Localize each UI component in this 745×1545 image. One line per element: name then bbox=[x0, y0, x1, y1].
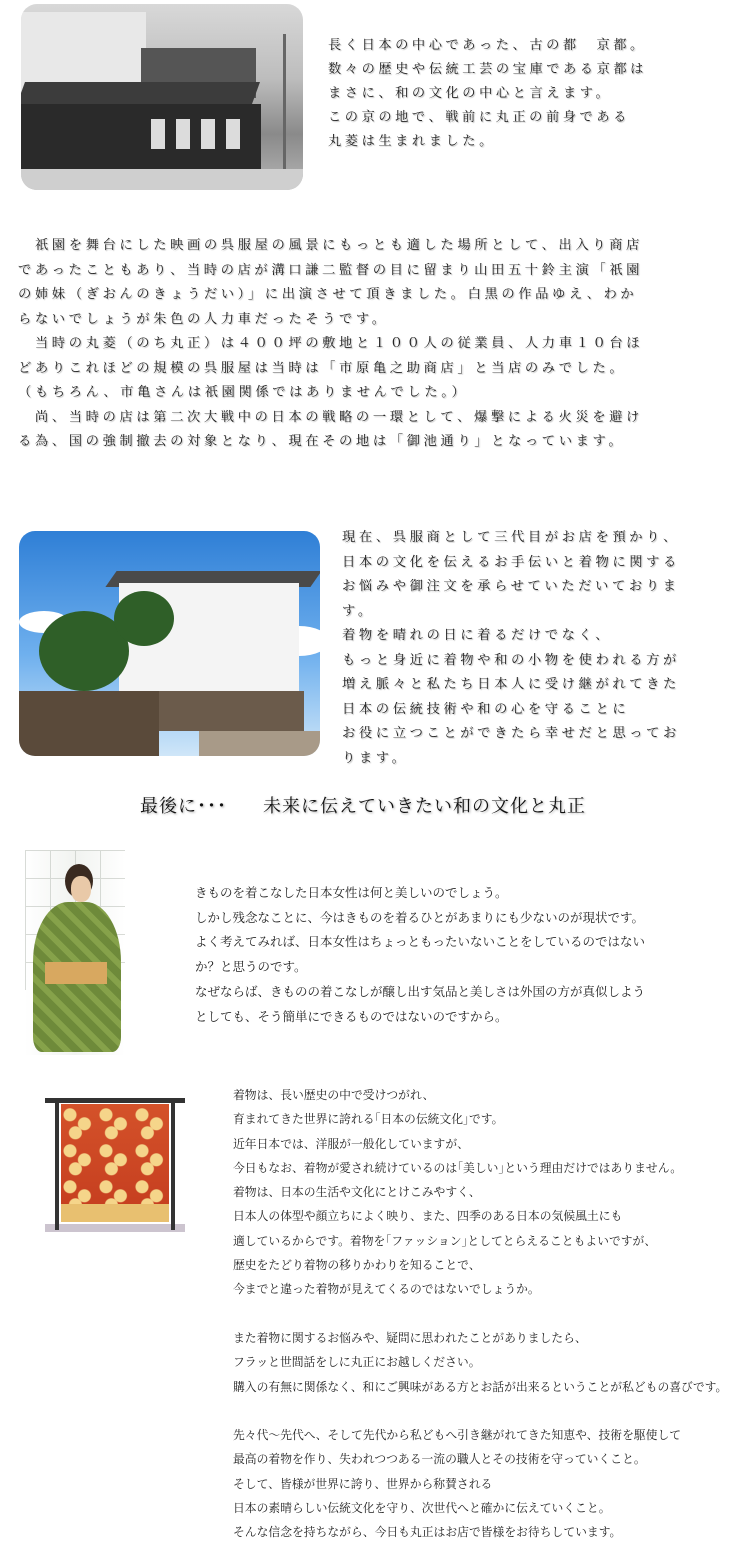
history-line: 当時の丸菱（のち丸正）は４００坪の敷地と１００人の従業員、人力車１０台ほ bbox=[18, 336, 644, 351]
intro-line: まさに、和の文化の中心と言えます。 bbox=[328, 86, 613, 101]
present-line: 日本の文化を伝えるお手伝いと着物に関する bbox=[342, 554, 680, 570]
intro-line: 長く日本の中心であった、古の都 京都。 bbox=[328, 38, 647, 53]
kimono-line: そんな信念を持ちながら、今日も丸正はお店で皆様をお待ちしています。 bbox=[233, 1525, 622, 1540]
history-line: らないでしょうが朱色の人力車だったそうです。 bbox=[18, 311, 389, 327]
kimono-line: 歴史をたどり着物の移りかわりを知ることで、 bbox=[233, 1258, 481, 1273]
history-line: であったこともあり、当時の店が溝口謙二監督の目に留まり山田五十鈴主演「祇園 bbox=[18, 262, 644, 278]
intro-line: 丸菱は生まれました。 bbox=[328, 134, 496, 149]
kimono-display-photo bbox=[45, 1092, 185, 1232]
present-line: 現在、呉服商として三代目がお店を預かり、 bbox=[342, 530, 680, 545]
history-line: （もちろん、市亀さんは祇園関係ではありませんでした。） bbox=[18, 385, 469, 400]
history-line: どありこれほどの規模の呉服屋は当時は「市原亀之助商店」と当店のみでした。 bbox=[18, 360, 627, 376]
present-line: す。 bbox=[342, 603, 375, 619]
kimono-line: 今日もなお、着物が愛され続けているのは｢美しい｣という理由だけではありません。 bbox=[233, 1160, 682, 1175]
beauty-line: なぜならば、きものの着こなしが醸し出す気品と美しさは外国の方が真似しよう bbox=[195, 983, 646, 999]
kimono-line: そして、皆様が世界に誇り、世界から称賛される bbox=[233, 1476, 493, 1491]
beauty-line: か？と思うのです。 bbox=[195, 959, 307, 975]
beauty-line: きものを着こなした日本女性は何と美しいのでしょう。 bbox=[195, 885, 508, 900]
history-line: 尚、当時の店は第二次大戦中の日本の戦略の一環として、爆撃による火災を避け bbox=[18, 409, 643, 425]
intro-line: 数々の歴史や伝統工芸の宝庫である京都は bbox=[328, 62, 647, 77]
present-line: 増え脈々と私たち日本人に受け継がれてきた bbox=[342, 677, 680, 692]
kimono-line: 今までと違った着物が見えてくるのではないでしょうか。 bbox=[233, 1282, 540, 1297]
intro-text bbox=[328, 34, 647, 154]
kimono-line: 着物は、日本の生活や文化にとけこみやすく、 bbox=[233, 1185, 481, 1200]
history-line: る為、国の強制撤去の対象となり、現在その地は「御池通り」となっています。 bbox=[18, 434, 626, 449]
kimono-paragraph bbox=[233, 1326, 727, 1399]
present-line: お悩みや御注文を承らせていただいておりま bbox=[342, 579, 680, 594]
history-text bbox=[18, 234, 730, 455]
intro-line: この京の地で、戦前に丸正の前身である bbox=[328, 110, 630, 125]
kimono-line: また着物に関するお悩みや、疑問に思われたことがありましたら、 bbox=[233, 1330, 587, 1345]
kimono-line: 育まれてきた世界に誇れる｢日本の伝統文化｣です。 bbox=[233, 1112, 504, 1127]
present-line: 日本の伝統技術や和の心を守ることに bbox=[342, 701, 630, 717]
kimono-line: 先々代～先代へ、そして先代から私どもへ引き継がれてきた知恵や、技術を駆使して bbox=[233, 1428, 682, 1443]
kimono-line: 最高の着物を作り、失われつつある一流の職人とその技術を守っていくこと。 bbox=[233, 1452, 646, 1467]
kimono-line: 着物は、長い歴史の中で受けつがれ、 bbox=[233, 1088, 435, 1102]
present-line: ります。 bbox=[342, 750, 409, 766]
kimono-line: 適しているからです。着物を｢ファッション｣としてとらえることもよいですが、 bbox=[233, 1233, 657, 1248]
kimono-line: フラッと世間話をしに丸正にお越しください。 bbox=[233, 1355, 481, 1370]
closing-prefix: 最後に･･･ bbox=[140, 796, 227, 817]
present-line: お役に立つことができたら幸せだと思ってお bbox=[342, 726, 680, 741]
kimono-line: 日本人の体型や顔立ちによく映り、また、四季のある日本の気候風土にも bbox=[233, 1209, 623, 1224]
beauty-line: しかし残念なことに、今はきものを着るひとがあまりにも少ないのが現状です。 bbox=[195, 909, 645, 925]
beauty-line: よく考えてみれば、日本女性はちょっともったいないことをしているのではない bbox=[195, 934, 646, 950]
kimono-paragraph bbox=[233, 1423, 727, 1544]
closing-title: 未来に伝えていきたい和の文化と丸正 bbox=[263, 796, 586, 817]
closing-heading bbox=[140, 792, 586, 818]
kimono-line: 購入の有無に関係なく、和にご興味がある方とお話が出来るということが私どもの喜びです。 bbox=[233, 1379, 728, 1394]
history-line: の姉妹（ぎおんのきょうだい）」に出演させて頂きました。白黒の作品ゆえ、わか bbox=[18, 287, 638, 302]
kimono-line: 近年日本では、洋服が一般化していますが、 bbox=[233, 1136, 469, 1151]
kimono-line: 日本の素晴らしい伝統文化を守り、次世代へと確かに伝えていくこと。 bbox=[233, 1501, 611, 1516]
present-text bbox=[342, 526, 732, 771]
present-line: 着物を晴れの日に着るだけでなく、 bbox=[342, 628, 613, 643]
beauty-line: としても、そう簡単にできるものではないのですから。 bbox=[195, 1008, 508, 1024]
history-line: 祇園を舞台にした映画の呉服屋の風景にもっとも適した場所として、出入り商店 bbox=[18, 238, 643, 253]
kimono-paragraph bbox=[233, 1083, 727, 1302]
kimono-woman-photo bbox=[25, 850, 125, 1055]
kimono-text bbox=[233, 1083, 727, 1545]
storehouse-photo bbox=[19, 531, 320, 756]
historic-shop-photo bbox=[21, 4, 303, 190]
present-line: もっと身近に着物や和の小物を使われる方が bbox=[342, 652, 680, 668]
beauty-text bbox=[195, 881, 645, 1029]
